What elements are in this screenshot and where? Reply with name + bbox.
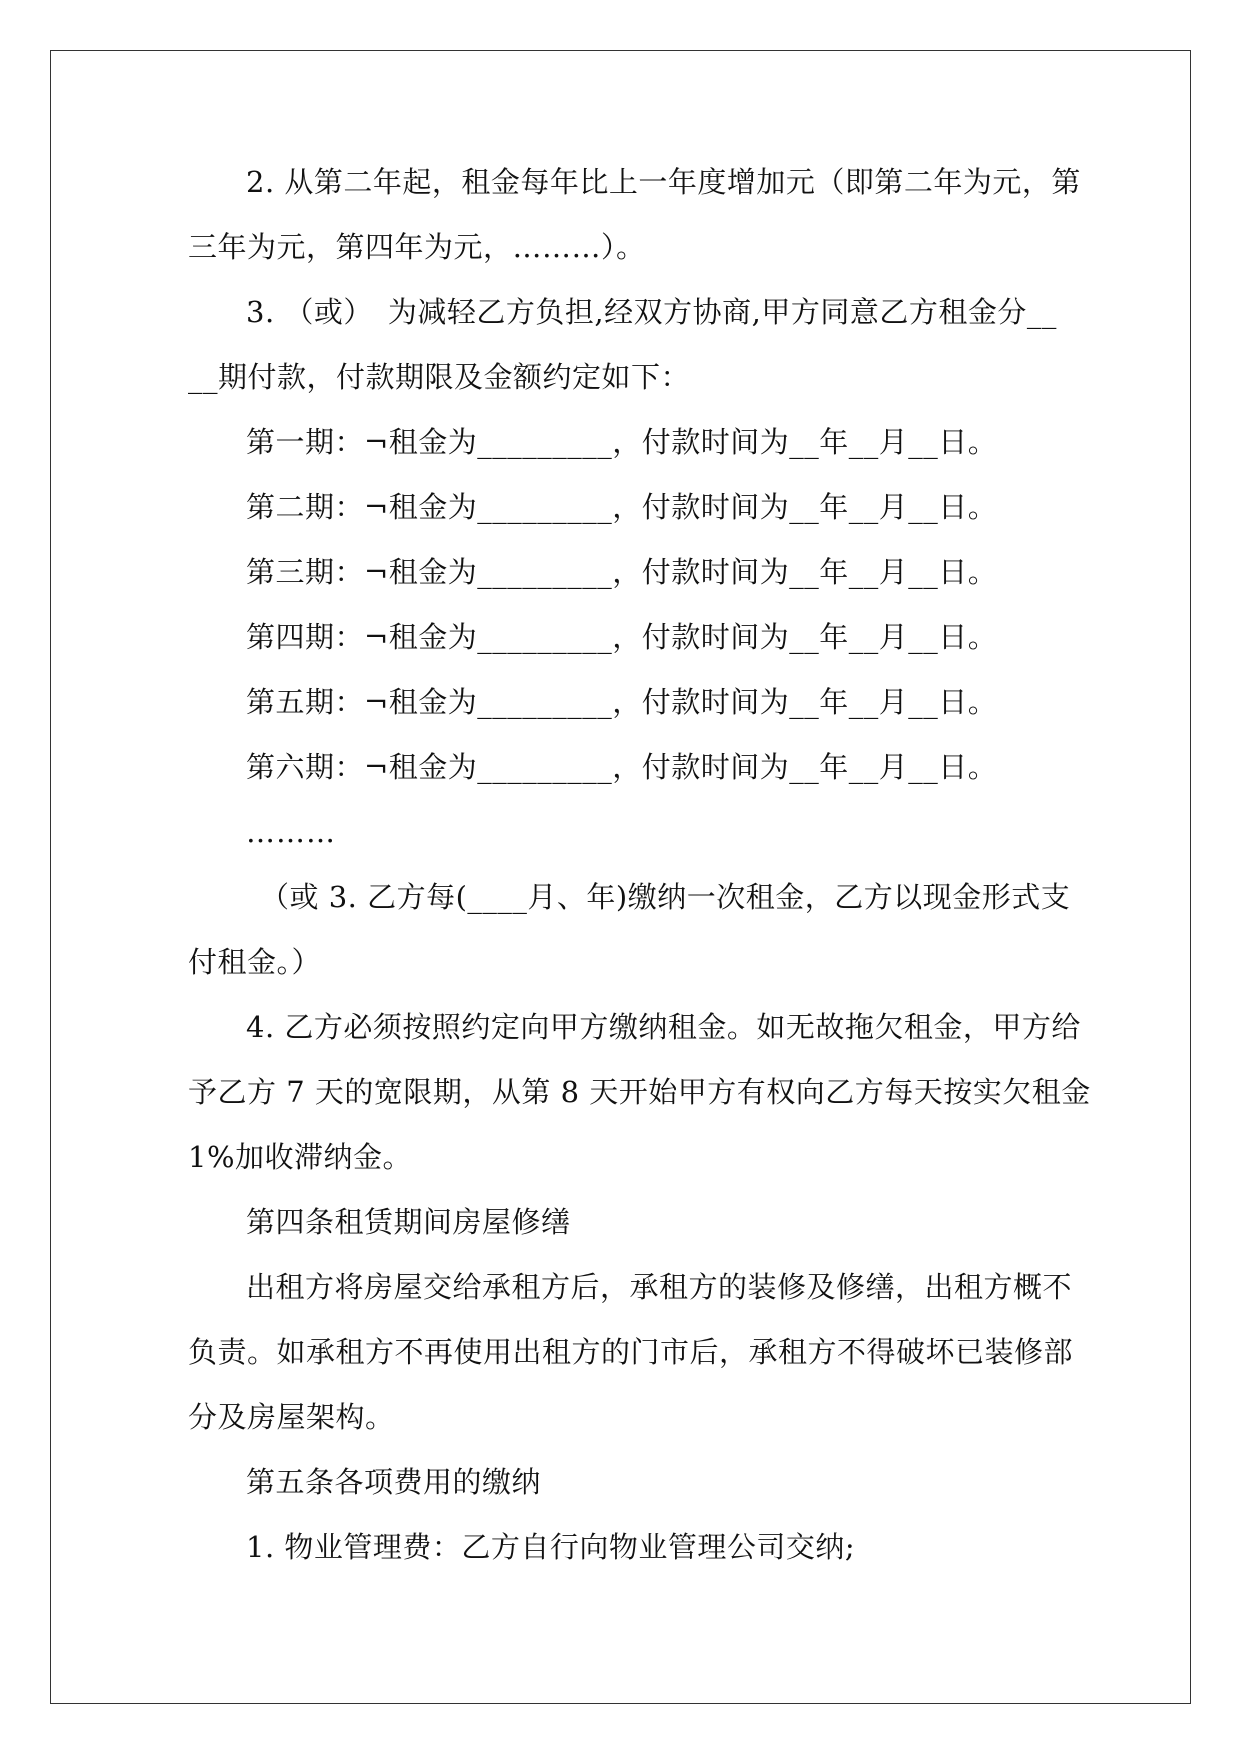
- section-heading: 第五条各项费用的缴纳: [246, 1465, 542, 1499]
- section-heading: 第四条租赁期间房屋修缮: [246, 1205, 571, 1239]
- paragraph-line: 1. 物业管理费：乙方自行向物业管理公司交纳;: [246, 1530, 856, 1564]
- installment-line: 第二期：¬租金为_________，付款时间为__年__月__日。: [246, 490, 998, 524]
- paragraph-line: 4. 乙方必须按照约定向甲方缴纳租金。如无故拖欠租金，甲方给: [246, 1010, 1081, 1044]
- ellipsis-line: ………: [246, 815, 336, 849]
- installment-line: 第五期：¬租金为_________，付款时间为__年__月__日。: [246, 685, 998, 719]
- installment-line: 第六期：¬租金为_________，付款时间为__年__月__日。: [246, 750, 998, 784]
- paragraph-line: 付租金。）: [188, 945, 322, 979]
- paragraph-line: 3. （或） 为减轻乙方负担,经双方协商,甲方同意乙方租金分__: [246, 295, 1057, 329]
- installment-line: 第四期：¬租金为_________，付款时间为__年__月__日。: [246, 620, 998, 654]
- paragraph-line: __期付款，付款期限及金额约定如下：: [188, 360, 691, 394]
- installment-line: 第一期：¬租金为_________，付款时间为__年__月__日。: [246, 425, 998, 459]
- document-body: [188, 150, 1091, 1580]
- paragraph-line: 负责。如承租方不再使用出租方的门市后，承租方不得破坏已装修部: [188, 1335, 1074, 1369]
- paragraph-line: 予乙方 7 天的宽限期，从第 8 天开始甲方有权向乙方每天按实欠租金: [188, 1075, 1091, 1109]
- paragraph-line: 出租方将房屋交给承租方后，承租方的装修及修缮，出租方概不: [246, 1270, 1073, 1304]
- paragraph-line: 分及房屋架构。: [188, 1400, 395, 1434]
- paragraph-line: 三年为元，第四年为元，………）。: [188, 230, 646, 264]
- installment-line: 第三期：¬租金为_________，付款时间为__年__月__日。: [246, 555, 998, 589]
- paragraph-line: 1%加收滞纳金。: [188, 1140, 413, 1174]
- paragraph-line: （或 3. 乙方每(____月、年)缴纳一次租金，乙方以现金形式支: [260, 880, 1071, 914]
- paragraph-line: 2. 从第二年起，租金每年比上一年度增加元（即第二年为元，第: [246, 165, 1081, 199]
